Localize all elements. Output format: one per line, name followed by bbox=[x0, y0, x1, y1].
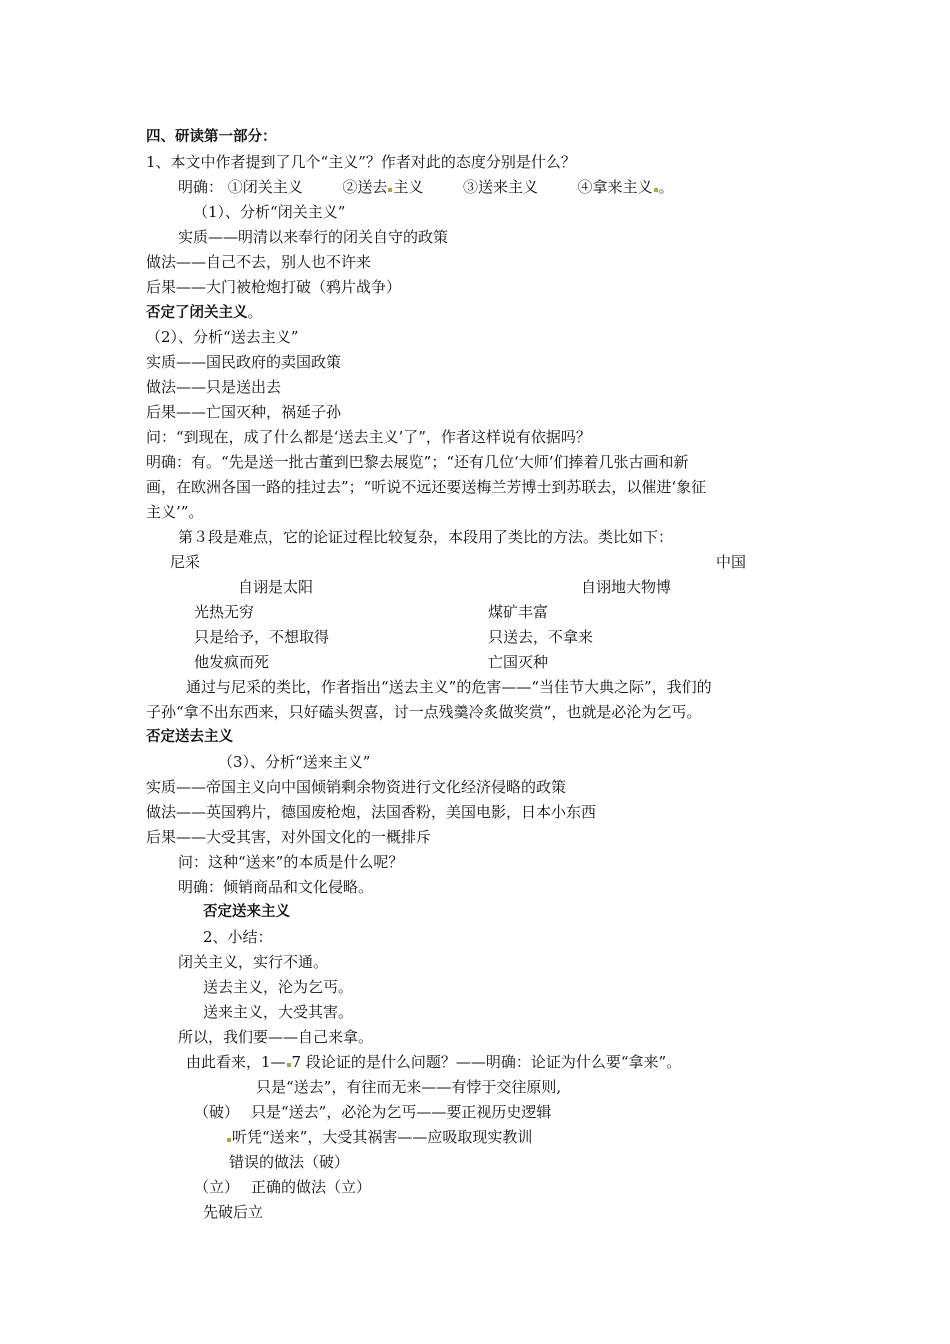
s3-question: 问：这种“送来”的本质是什么呢？ bbox=[178, 853, 404, 871]
s2-answer-3: 主义’”。 bbox=[146, 503, 204, 521]
edit-mark-icon bbox=[287, 1063, 291, 1067]
edit-mark-icon bbox=[227, 1138, 231, 1142]
s4-line-8 bbox=[226, 1128, 532, 1146]
s4-line-10 bbox=[194, 1178, 371, 1196]
s2-answer-1: 明确：有。“先是送一批古董到巴黎去展览”；“还有几位‘大师’们捧着几张古画和新 bbox=[146, 453, 689, 471]
s4-line-1: 闭关主义，实行不通。 bbox=[178, 953, 329, 971]
question-1: 1、本文中作者提到了几个“主义”？作者对此的态度分别是什么？ bbox=[146, 153, 576, 171]
compare-right-item: 亡国灭种 bbox=[488, 653, 549, 671]
s4-line-9: 错误的做法（破） bbox=[229, 1153, 350, 1171]
s4-line-4: 所以，我们要——自己来拿。 bbox=[178, 1028, 374, 1046]
compare-left-item: 光热无穷 bbox=[194, 603, 255, 621]
answer-item-2-tail: 主义 bbox=[393, 178, 424, 196]
answer-item-3: ③送来主义 bbox=[462, 178, 538, 196]
s3-answer: 明确：倾销商品和文化侵略。 bbox=[178, 878, 374, 896]
s4-line-5 bbox=[186, 1053, 681, 1071]
s1-period: 。 bbox=[247, 303, 263, 321]
s4-line-10b: 正确的做法（立） bbox=[251, 1178, 372, 1196]
s4-line-7b: 只是“送去”，必沦为乞丐——要正视历史逻辑 bbox=[251, 1103, 552, 1121]
s2-essence: 实质——国民政府的卖国政策 bbox=[146, 353, 342, 371]
s1-method: 做法——自己不去，别人也不许来 bbox=[146, 253, 372, 271]
s3-conclusion: 否定送来主义 bbox=[203, 904, 290, 920]
compare-left-item: 自诩是太阳 bbox=[238, 578, 314, 596]
s2-conclusion: 否定送去主义 bbox=[146, 729, 233, 745]
s4-title: 2、小结： bbox=[203, 928, 273, 946]
s3-title: （3）、分析“送来主义” bbox=[218, 753, 371, 771]
answer-item-2: ②送去 bbox=[342, 178, 388, 196]
compare-left-head: 尼采 bbox=[170, 553, 201, 571]
s1-title: （1）、分析“闭关主义” bbox=[193, 203, 346, 221]
compare-right-item: 只送去，不拿来 bbox=[488, 628, 594, 646]
s2-summary-1: 通过与尼采的类比，作者指出“送去主义”的危害——“当佳节大典之际”，我们的 bbox=[186, 678, 712, 696]
s3-essence: 实质——帝国主义向中国倾销剩余物资进行文化经济侵略的政策 bbox=[146, 778, 567, 796]
answer-item-1: ①闭关主义 bbox=[227, 178, 303, 196]
s2-para3: 第３段是难点，它的论证过程比较复杂，本段用了类比的方法。类比如下： bbox=[178, 528, 674, 546]
s2-summary-2: 子孙“拿不出东西来，只好磕头贺喜，讨一点残羹冷炙做奖赏”，也就是必沦为乞丐。 bbox=[146, 703, 702, 721]
s2-method: 做法——只是送出去 bbox=[146, 378, 282, 396]
s4-line-5b: 7 段论证的是什么问题？——明确：论证为什么要“拿来”。 bbox=[291, 1053, 682, 1071]
s4-line-8-text: 听凭“送来”，大受其祸害——应吸取现实教训 bbox=[232, 1128, 533, 1146]
s1-essence: 实质——明清以来奉行的闭关自守的政策 bbox=[178, 228, 449, 246]
answer-prefix: 明确： bbox=[178, 178, 224, 196]
answer-item-4: ④拿来主义 bbox=[577, 178, 653, 196]
compare-left-item: 只是给予，不想取得 bbox=[194, 628, 330, 646]
edit-mark-icon bbox=[388, 188, 392, 192]
section-heading: 四、研读第一部分： bbox=[146, 129, 277, 145]
s2-result: 后果——亡国灭种，祸延子孙 bbox=[146, 403, 342, 421]
s2-answer-2: 画，在欧洲各国一路的挂过去”；“听说不远还要送梅兰芳博士到苏联去，以催进‘象征 bbox=[146, 478, 707, 496]
edit-mark-icon bbox=[654, 188, 658, 192]
s1-result: 后果——大门被枪炮打破（鸦片战争） bbox=[146, 278, 402, 296]
compare-right-head: 中国 bbox=[716, 553, 747, 571]
s4-line-7 bbox=[194, 1103, 551, 1121]
s4-line-6: 只是“送去”，有往而无来——有悖于交往原则, bbox=[256, 1078, 562, 1096]
s3-result: 后果——大受其害，对外国文化的一概排斥 bbox=[146, 828, 432, 846]
s1-conclusion-line bbox=[146, 303, 263, 322]
s2-title: （2）、分析“送去主义” bbox=[146, 328, 299, 346]
answer-line bbox=[178, 178, 674, 196]
compare-left-item: 他发疯而死 bbox=[194, 653, 270, 671]
s2-question: 问：“到现在，成了什么都是‘送去主义’了”，作者这样说有依据吗？ bbox=[146, 428, 591, 446]
compare-right-item: 自诩地大物博 bbox=[581, 578, 672, 596]
s4-line-10a: （立） bbox=[194, 1178, 240, 1196]
s4-line-5a: 由此看来，1— bbox=[186, 1053, 286, 1071]
s4-line-7a: （破） bbox=[194, 1103, 240, 1121]
s4-line-3: 送来主义，大受其害。 bbox=[203, 1003, 354, 1021]
s1-conclusion: 否定了闭关主义 bbox=[146, 305, 248, 321]
s4-line-11: 先破后立 bbox=[203, 1203, 264, 1221]
s4-line-2: 送去主义，沦为乞丐。 bbox=[203, 978, 354, 996]
compare-right-item: 煤矿丰富 bbox=[488, 603, 549, 621]
answer-period: 。 bbox=[658, 178, 674, 196]
s3-method: 做法——英国鸦片，德国废枪炮，法国香粉，美国电影，日本小东西 bbox=[146, 803, 597, 821]
